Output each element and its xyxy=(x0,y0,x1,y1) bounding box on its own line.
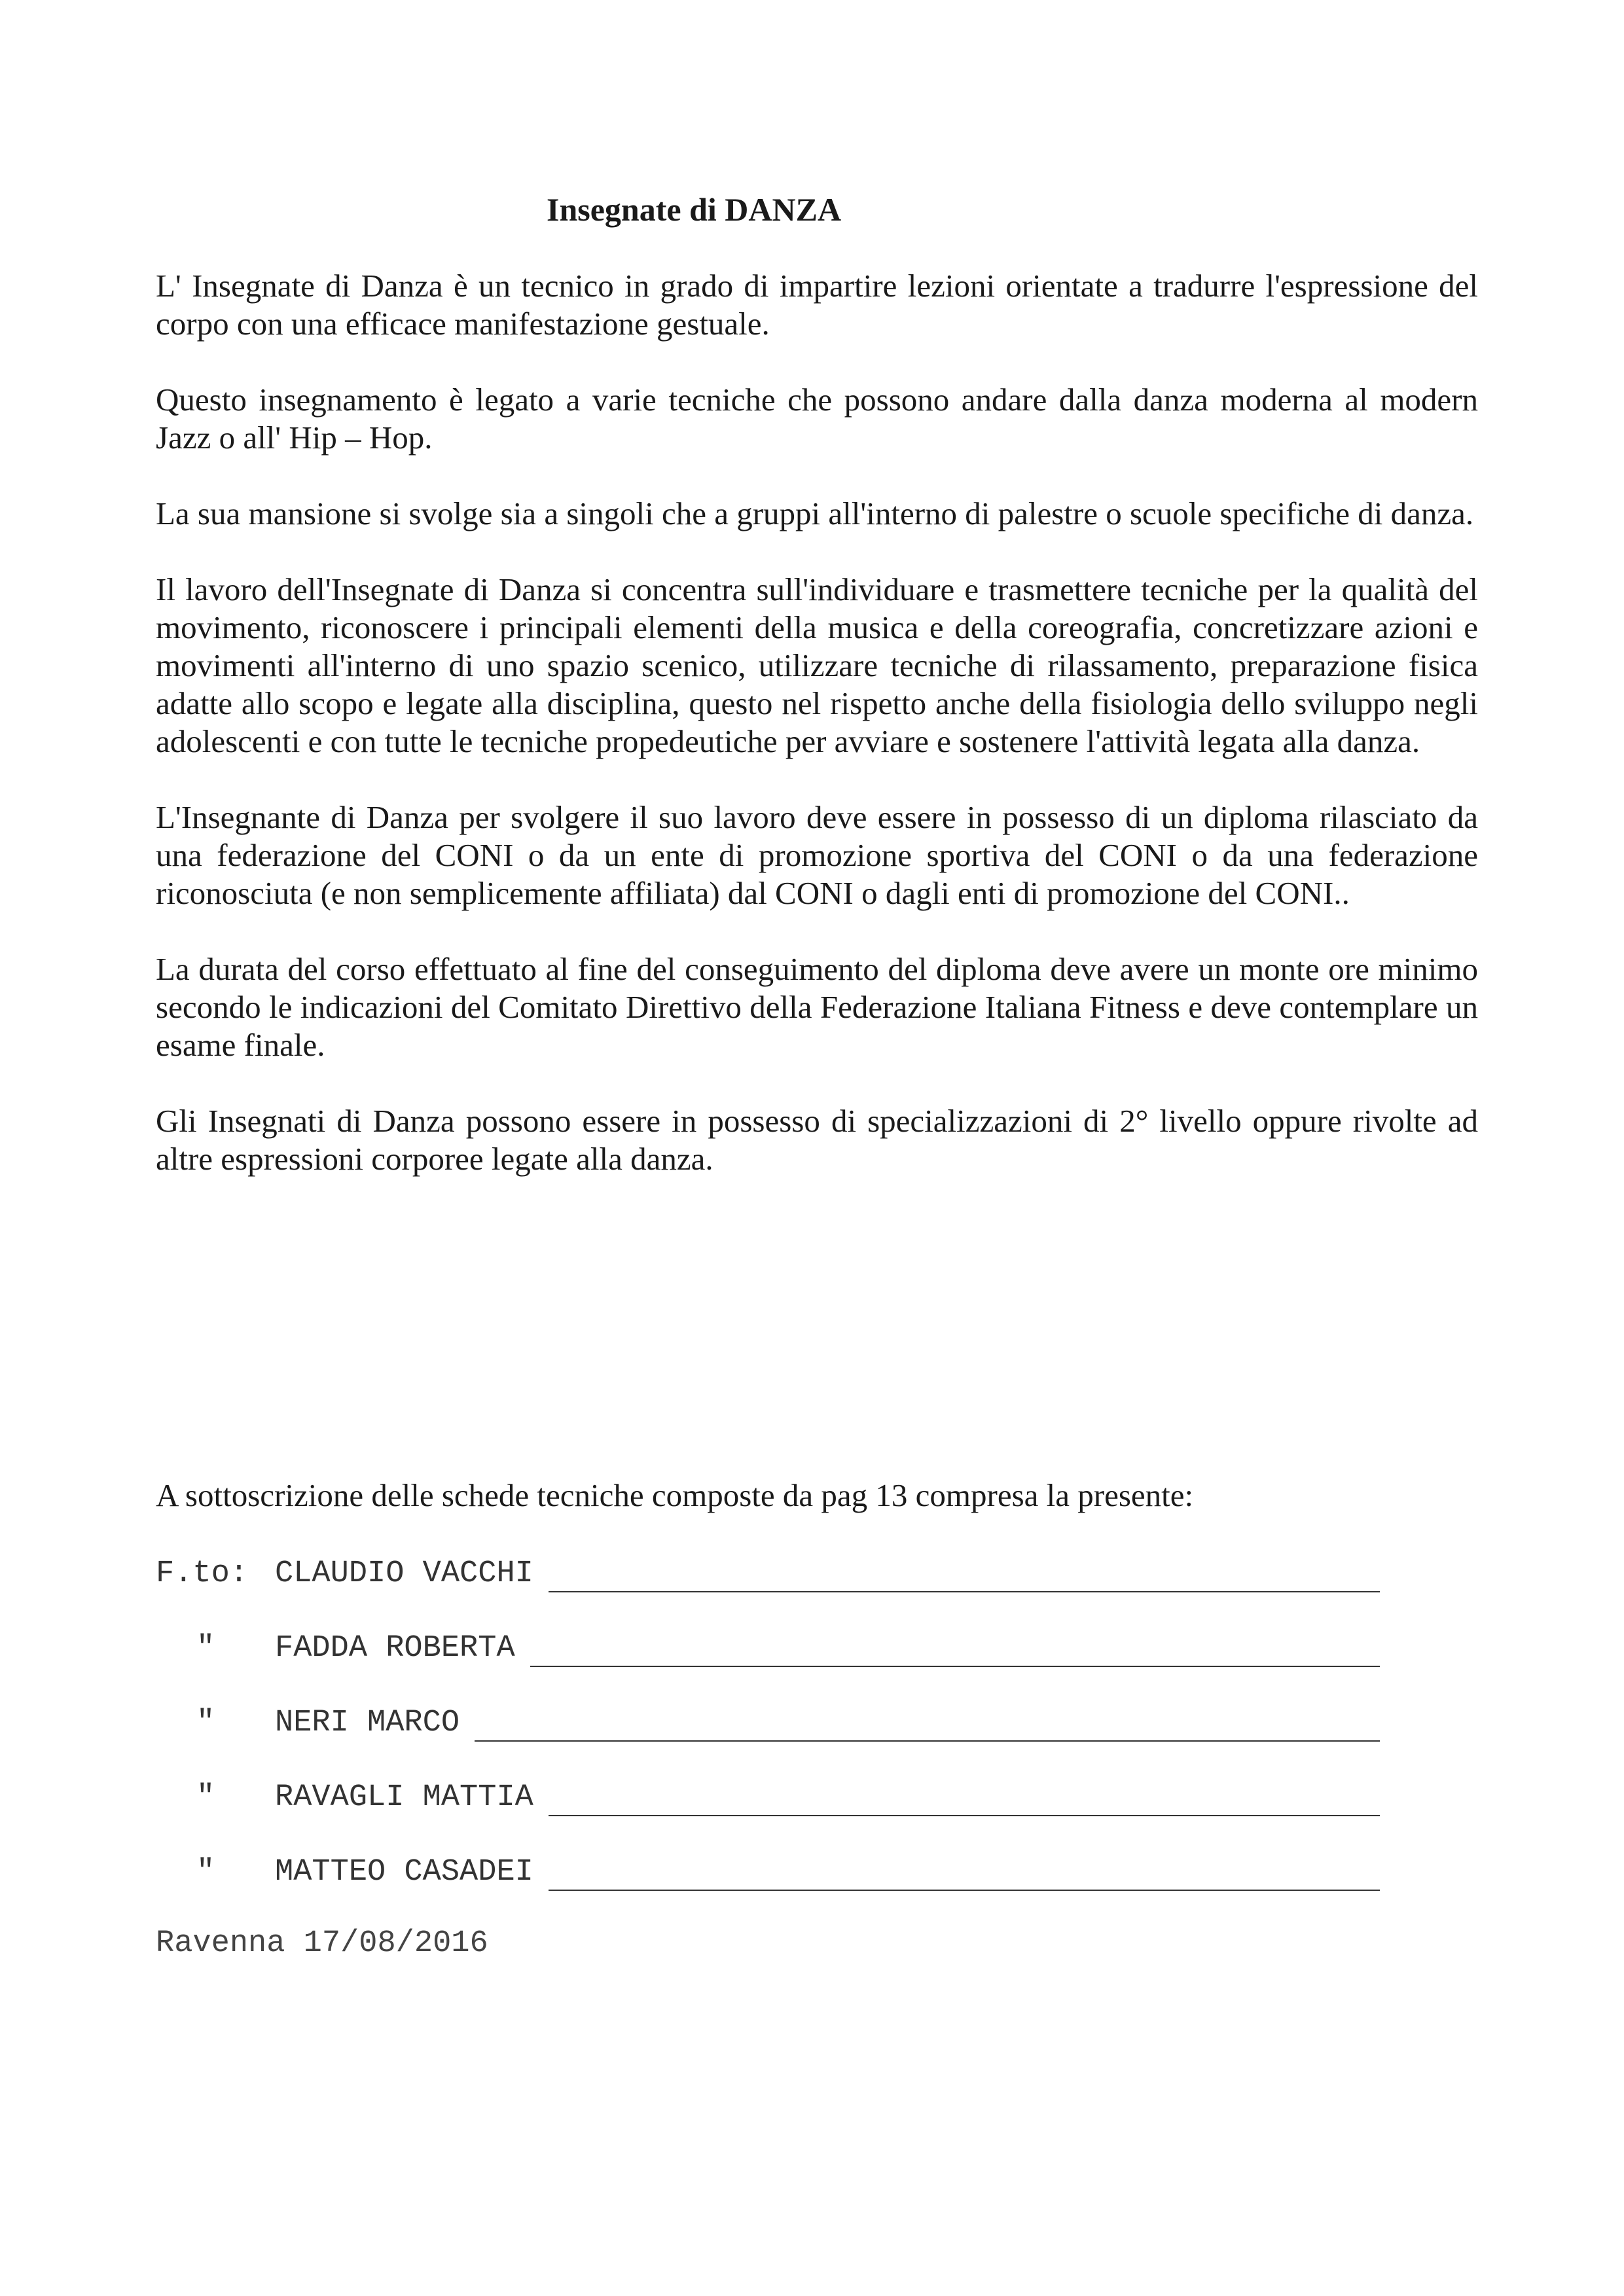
signature-prefix: F.to: xyxy=(156,1556,249,1591)
subscription-intro: A sottoscrizione delle schede tecniche composte da pag 13 compresa la presente: xyxy=(156,1477,1194,1513)
document-title: Insegnate di DANZA xyxy=(547,191,842,228)
paragraph-techniques: Questo insegnamento è legato a varie tecniche che possono andare dalla danza moderna al modern Jazz o all' Hip – Hop. xyxy=(156,382,1478,456)
signature-name: FADDA ROBERTA xyxy=(275,1631,515,1666)
paragraph-definition: L' Insegnate di Danza è un tecnico in grado di impartire lezioni orientate a tradurre l'espressione del corpo con una efficace manifestazione gestuale. xyxy=(156,268,1478,342)
signature-line xyxy=(530,1666,1380,1667)
paragraph-diploma: L'Insegnante di Danza per svolgere il suo lavoro deve essere in possesso di un diploma rilasciato da una federazione del CONI o da un ente di promozione sportiva del CONI o da una federazione riconosciuta (e non semplicemente affiliata) dal CONI o dagli enti di promozione del CONI.. xyxy=(156,799,1478,911)
signature-row xyxy=(156,1778,533,1818)
signature-line xyxy=(475,1740,1380,1742)
signature-line xyxy=(549,1591,1380,1592)
signature-row xyxy=(156,1629,515,1668)
signature-row xyxy=(156,1554,533,1594)
signature-name: CLAUDIO VACCHI xyxy=(275,1556,533,1591)
ditto-mark: " xyxy=(196,1706,215,1740)
signature-row xyxy=(156,1853,533,1892)
ditto-mark: " xyxy=(196,1631,215,1666)
signature-line xyxy=(549,1815,1380,1816)
ditto-mark: " xyxy=(196,1855,215,1890)
paragraph-work: Il lavoro dell'Insegnate di Danza si concentra sull'individuare e trasmettere tecniche per la qualità del movimento, riconoscere i principali elementi della musica e della coreografia, concretizzare azioni e movimenti all'interno di uno spazio scenico, utilizzare tecniche di rilassamento, preparazione fisica adatte allo scopo e legate alla disciplina, questo nel rispetto anche della fisiologia dello sviluppo negli adolescenti e con tutte le tecniche propedeutiche per avviare e sostenere l'attività legata alla danza. xyxy=(156,571,1478,759)
signature-name: RAVAGLI MATTIA xyxy=(275,1780,533,1815)
signature-row xyxy=(156,1704,460,1743)
signature-line xyxy=(549,1890,1380,1891)
document-body xyxy=(156,267,1478,1216)
ditto-mark: " xyxy=(196,1780,215,1815)
place-date: Ravenna 17/08/2016 xyxy=(156,1926,488,1961)
signature-name: MATTEO CASADEI xyxy=(275,1855,533,1890)
paragraph-specializations: Gli Insegnati di Danza possono essere in possesso di specializzazioni di 2° livello oppure rivolte ad altre espressioni corporee legate alla danza. xyxy=(156,1103,1478,1177)
paragraph-course-duration: La durata del corso effettuato al fine del conseguimento del diploma deve avere un monte ore minimo secondo le indicazioni del Comitato Direttivo della Federazione Italiana Fitness e deve contemplare un esame finale. xyxy=(156,951,1478,1063)
signature-name: NERI MARCO xyxy=(275,1706,460,1740)
paragraph-role: La sua mansione si svolge sia a singoli che a gruppi all'interno di palestre o scuole specifiche di danza. xyxy=(156,495,1474,531)
